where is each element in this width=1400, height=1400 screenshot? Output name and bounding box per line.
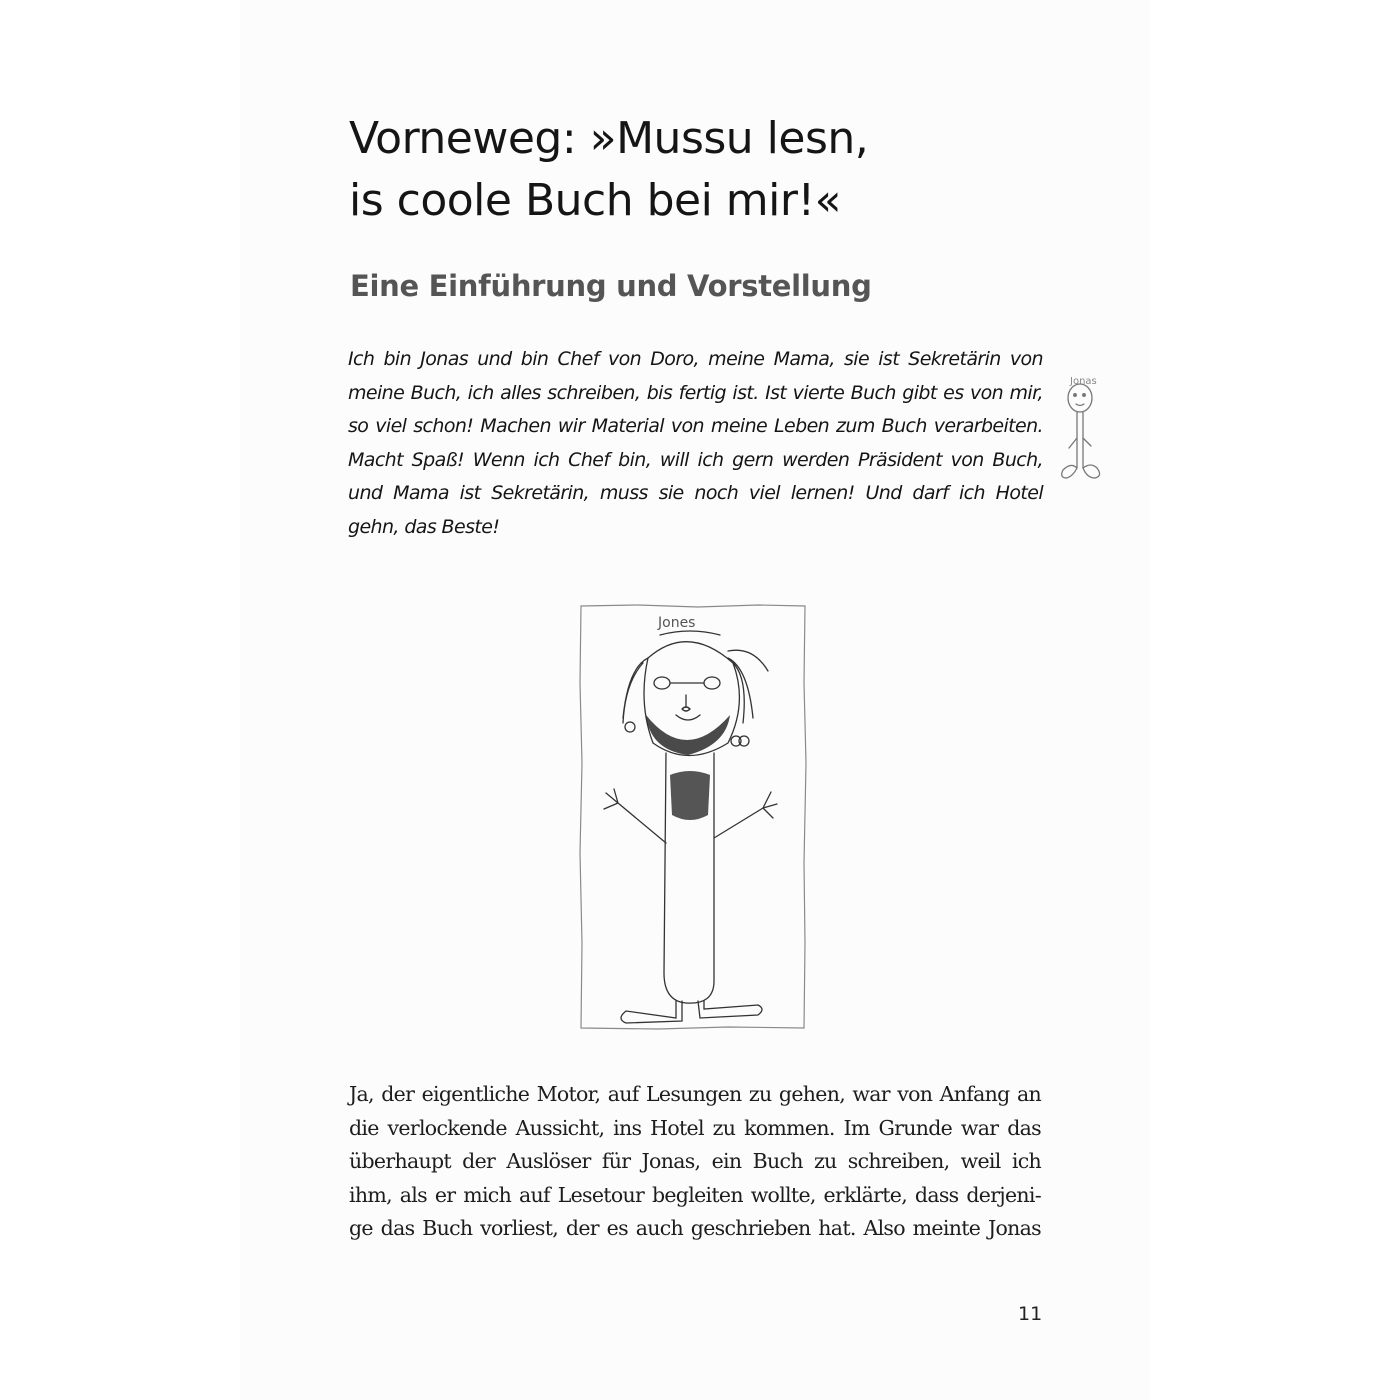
stick-figure-doodle <box>1050 368 1120 488</box>
chapter-title <box>349 108 989 232</box>
intro-line: Macht Spaß! Wenn ich Chef bin, will ich gern werden Präsident von Buch, <box>348 448 1043 471</box>
page-number: 11 <box>1018 1303 1043 1325</box>
intro-line: Ich bin Jonas und bin Chef von Doro, meine Mama, sie ist Sekretärin von <box>348 348 1043 370</box>
intro-line: gehn, das Beste! <box>348 515 500 538</box>
child-drawing-portrait <box>578 603 808 1031</box>
body-line: die verlockende Aussicht, ins Hotel zu kommen. Im Grunde war das <box>349 1115 1041 1140</box>
body-line: ihm, als er mich auf Lesetour begleiten wollte, erklärte, dass derjeni- <box>349 1182 1041 1207</box>
intro-line: meine Buch, ich alles schreiben, bis fertig ist. Ist vierte Buch gibt es von mir, <box>348 381 1043 404</box>
body-line: ge das Buch vorliest, der es auch geschrieben hat. Also meinte Jonas <box>349 1216 1041 1241</box>
doodle-label: Jonas <box>1070 376 1097 387</box>
body-line: überhaupt der Auslöser für Jonas, ein Buch zu schreiben, weil ich <box>349 1149 1041 1174</box>
handwritten-intro <box>348 343 1043 545</box>
intro-line: und Mama ist Sekretärin, muss sie noch viel lernen! Und darf ich Hotel <box>348 482 1043 505</box>
body-line: Ja, der eigentliche Motor, auf Lesungen zu gehen, war von Anfang an <box>349 1082 1041 1106</box>
intro-line: so viel schon! Machen wir Material von meine Leben zum Buch verarbeiten. <box>348 415 1043 438</box>
drawing-label: Jones <box>658 615 696 631</box>
chapter-subtitle: Eine Einführung und Vorstellung <box>350 269 872 303</box>
body-text <box>349 1078 1041 1246</box>
chapter-title-line: is coole Buch bei mir!« <box>349 175 842 226</box>
chapter-title-line: Vorneweg: »Mussu lesn, <box>349 113 869 164</box>
